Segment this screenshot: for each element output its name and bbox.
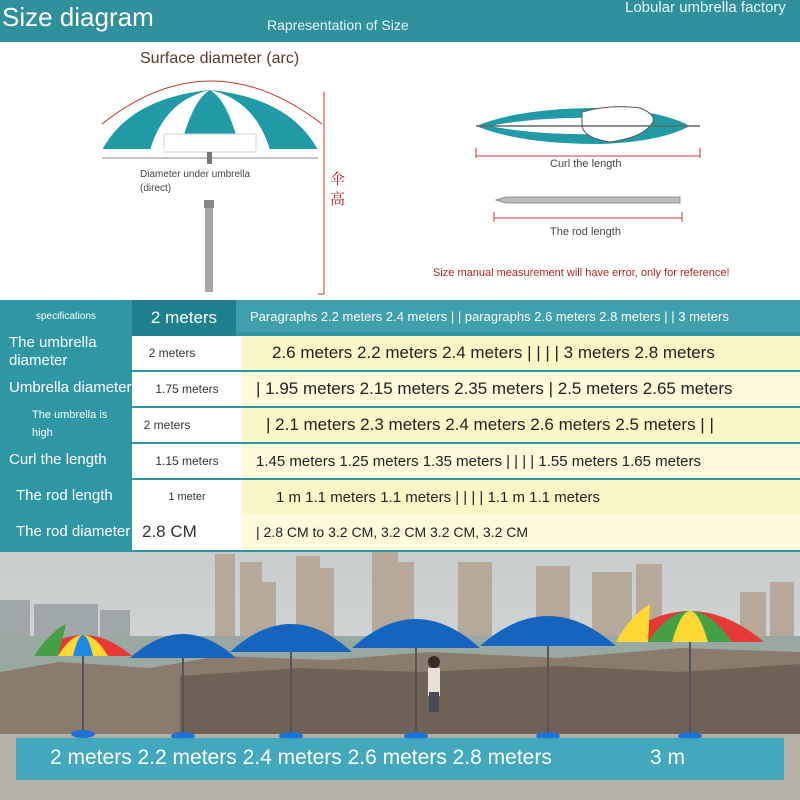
rod-length-label: The rod length [550, 226, 621, 238]
height-char-2: 高 [330, 191, 346, 208]
page-subtitle: Rapresentation of Size [267, 17, 409, 33]
row-data-umbrella-height: | 2.1 meters 2.3 meters 2.4 meters 2.6 meters 2.5 meters | | [242, 408, 800, 442]
row-label-rod-length: The rod length [16, 487, 113, 504]
size-banner-text: 2 meters 2.2 meters 2.4 meters 2.6 meters 2.8 meters [50, 746, 552, 769]
surface-diameter-label: Surface diameter (arc) [140, 50, 300, 67]
measurement-note: Size manual measurement will have error, only for reference! [433, 267, 730, 279]
spec-table [0, 300, 800, 552]
row-value-rod-diameter: 2.8 CM [132, 514, 242, 550]
row-label-umbrella-diameter: The umbrella diameter [9, 334, 97, 369]
row-data-umbrella-diameter: 2.6 meters 2.2 meters 2.4 meters | | | | 3 meters 2.8 meters [242, 336, 800, 370]
row-label-curl-length: Curl the length [9, 451, 107, 468]
row-label-rod-diameter: The rod diameter [16, 523, 131, 540]
row-value-rod-length: 1 meter [132, 480, 242, 514]
umbrella-height-label [330, 170, 345, 210]
row-value-curl-length: 1.15 meters [132, 444, 242, 478]
page-header [0, 0, 800, 42]
spec-header: specifications [0, 300, 132, 332]
row-value-umbrella-height: 2 meters [132, 408, 242, 442]
curl-length-label: Curl the length [550, 158, 622, 170]
row-data-under-diameter: | 1.95 meters 2.15 meters 2.35 meters | 2.5 meters 2.65 meters [242, 372, 800, 406]
row-value-under-diameter: 1.75 meters [132, 372, 242, 406]
under-diameter-text: Diameter under umbrella [140, 169, 251, 180]
size-banner-3m: 3 m [650, 746, 686, 769]
row-data-curl-length: 1.45 meters 1.25 meters 1.35 meters | | | | 1.55 meters 1.65 meters [242, 444, 800, 478]
size-diagram [0, 42, 800, 300]
factory-name: Lobular umbrella factory [625, 0, 786, 16]
row-data-rod-diameter: | 2.8 CM to 3.2 CM, 3.2 CM 3.2 CM, 3.2 CM [242, 514, 800, 550]
page-title: Size diagram [2, 2, 154, 32]
row-label-under-diameter: Umbrella diameter [9, 379, 132, 396]
row-label-umbrella-height: The umbrella is high [32, 409, 108, 439]
umbrella-open-illustration [0, 42, 800, 300]
under-diameter-label [140, 168, 250, 196]
row-data-rod-length: 1 m 1.1 meters 1.1 meters | | | | 1.1 m 1.1 meters [242, 480, 800, 514]
size-header: 2 meters [132, 300, 236, 336]
paragraph-header: Paragraphs 2.2 meters 2.4 meters | | paragraphs 2.6 meters 2.8 meters | | 3 meters [236, 300, 800, 332]
row-value-umbrella-diameter: 2 meters [132, 336, 242, 370]
under-diameter-subtext: (direct) [140, 183, 172, 194]
height-char-1: 伞 [330, 171, 346, 188]
